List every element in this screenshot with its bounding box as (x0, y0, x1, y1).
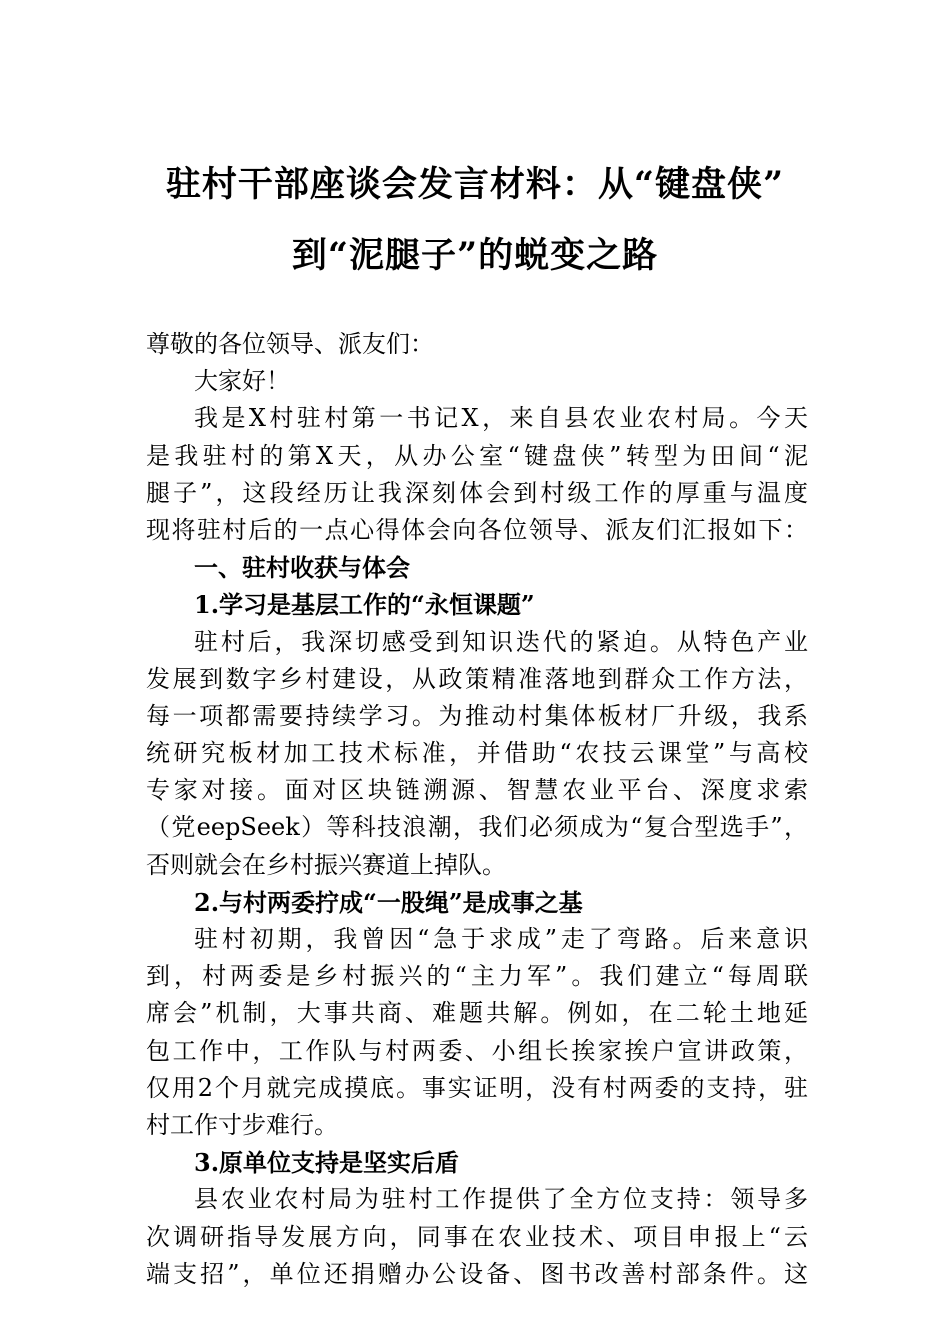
document-title-line-2: 到“泥腿子”的蜕变之路 (291, 235, 659, 276)
section-heading: 一、驻村收获与体会 (194, 553, 410, 583)
document-title-line-1: 驻村干部座谈会发言材料：从“键盘侠” (165, 164, 785, 205)
document-body (146, 326, 808, 1293)
paragraph-line: 尊敬的各位领导、派友们： (146, 330, 434, 358)
section-heading: 2.与村两委拧成“一股绳”是成事之基 (194, 887, 583, 917)
paragraph-line: 包工作中，工作队与村两委、小组长挨家挨户宣讲政策， (146, 1036, 808, 1065)
paragraph-line: 专家对接。面对区块链溯源、智慧农业平台、深度求索 (146, 776, 808, 805)
paragraph-line: 每一项都需要持续学习。为推动村集体板材厂升级，我系 (146, 701, 808, 730)
section-heading: 3.原单位支持是坚实后盾 (194, 1148, 460, 1178)
paragraph-line: 驻村后，我深切感受到知识迭代的紧迫。从特色产业 (194, 627, 808, 656)
paragraph-line: 是我驻村的第X天，从办公室“键盘侠”转型为田间“泥 (146, 441, 808, 470)
paragraph-line: 腿子”，这段经历让我深刻体会到村级工作的厚重与温度 (146, 478, 808, 507)
paragraph-line: 村工作寸步难行。 (146, 1110, 338, 1139)
section-heading: 1.学习是基层工作的“永恒课题” (194, 590, 535, 620)
paragraph-line: 次调研指导发展方向，同事在农业技术、项目申报上“云 (146, 1222, 808, 1251)
paragraph-line: 我是X村驻村第一书记X，来自县农业农村局。今天 (194, 404, 808, 433)
paragraph-line: 大家好！ (194, 367, 290, 396)
paragraph-line: 统研究板材加工技术标准，并借助“农技云课堂”与高校 (146, 739, 808, 768)
paragraph-line: 驻村初期，我曾因“急于求成”走了弯路。后来意识 (194, 925, 808, 953)
paragraph-line: 现将驻村后的一点心得体会向各位领导、派友们汇报如下： (146, 515, 808, 544)
paragraph-line: 否则就会在乡村振兴赛道上掉队。 (146, 850, 506, 879)
paragraph-line: （党eepSeek）等科技浪潮，我们必须成为“复合型选手”， (146, 813, 808, 842)
paragraph-line: 端支招”，单位还捐赠办公设备、图书改善村部条件。这 (146, 1259, 808, 1288)
paragraph-line: 到，村两委是乡村振兴的“主力军”。我们建立“每周联 (146, 962, 808, 991)
paragraph-line: 县农业农村局为驻村工作提供了全方位支持：领导多 (194, 1185, 808, 1214)
paragraph-line: 发展到数字乡村建设，从政策精准落地到群众工作方法， (146, 664, 808, 693)
paragraph-line: 仅用2个月就完成摸底。事实证明，没有村两委的支持，驻 (146, 1073, 808, 1102)
paragraph-line: 席会”机制，大事共商、难题共解。例如，在二轮土地延 (146, 999, 808, 1028)
